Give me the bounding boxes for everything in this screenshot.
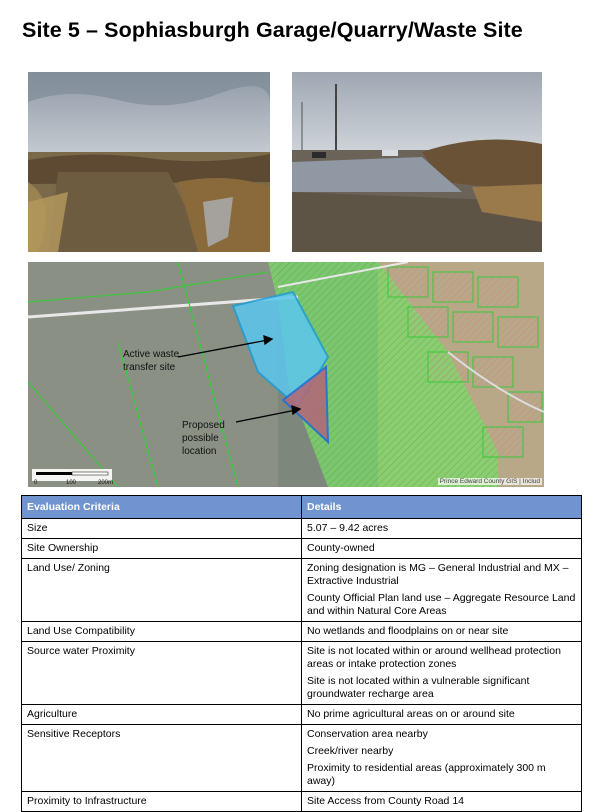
site-photo-yard [292,72,542,252]
table-row [22,642,582,705]
criteria-cell: Sensitive Receptors [22,725,302,792]
details-text: 5.07 – 9.42 acres [307,522,389,534]
details-text: Site Access from County Road 14 [307,795,464,807]
header-criteria: Evaluation Criteria [22,496,302,519]
page-title: Site 5 – Sophiasburgh Garage/Quarry/Waste Site [22,18,523,42]
details-cell [302,519,582,539]
criteria-cell: Size [22,519,302,539]
table-row [22,705,582,725]
table-row [22,539,582,559]
details-text: Zoning designation is MG – General Industrial and MX – Extractive Industrial [307,562,569,587]
details-cell [302,539,582,559]
details-cell [302,559,582,622]
criteria-cell: Agriculture [22,705,302,725]
details-text: Site is not located within a vulnerable significant groundwater recharge area [307,675,530,700]
label-proposed-site: Proposed possible location [182,420,225,457]
criteria-cell: Site Ownership [22,539,302,559]
site-map [28,262,544,487]
details-text: County-owned [307,542,375,554]
details-cell [302,622,582,642]
table-header-row [22,496,582,519]
table-row [22,622,582,642]
details-cell [302,705,582,725]
criteria-cell: Land Use Compatibility [22,622,302,642]
details-cell [302,725,582,792]
table-row [22,792,582,812]
table-row [22,725,582,792]
details-text: No prime agricultural areas on or around site [307,708,515,720]
label-active-site: Active waste transfer site [123,349,180,373]
criteria-cell: Land Use/ Zoning [22,559,302,622]
map-credit: Prince Edward County GIS | Includ [439,478,540,485]
table-row [22,519,582,539]
header-details: Details [302,496,582,519]
details-text: Conservation area nearby [307,728,428,740]
scale-label-0: 0 [34,480,38,486]
evaluation-table [21,495,582,812]
details-cell [302,642,582,705]
scale-label-100: 100 [66,480,77,486]
details-text: Proximity to residential areas (approximately 300 m away) [307,762,546,787]
criteria-cell: Proximity to Infrastructure [22,792,302,812]
site-photo-field [28,72,270,252]
scale-label-200: 200m [98,480,114,486]
details-text: County Official Plan land use – Aggregate Resource Land and within Natural Core Areas [307,592,576,617]
details-text: Creek/river nearby [307,745,394,757]
details-text: Site is not located within or around wellhead protection areas or intake protection zones [307,645,561,670]
table-row [22,559,582,622]
details-text: No wetlands and floodplains on or near site [307,625,509,637]
criteria-cell: Source water Proximity [22,642,302,705]
details-cell [302,792,582,812]
